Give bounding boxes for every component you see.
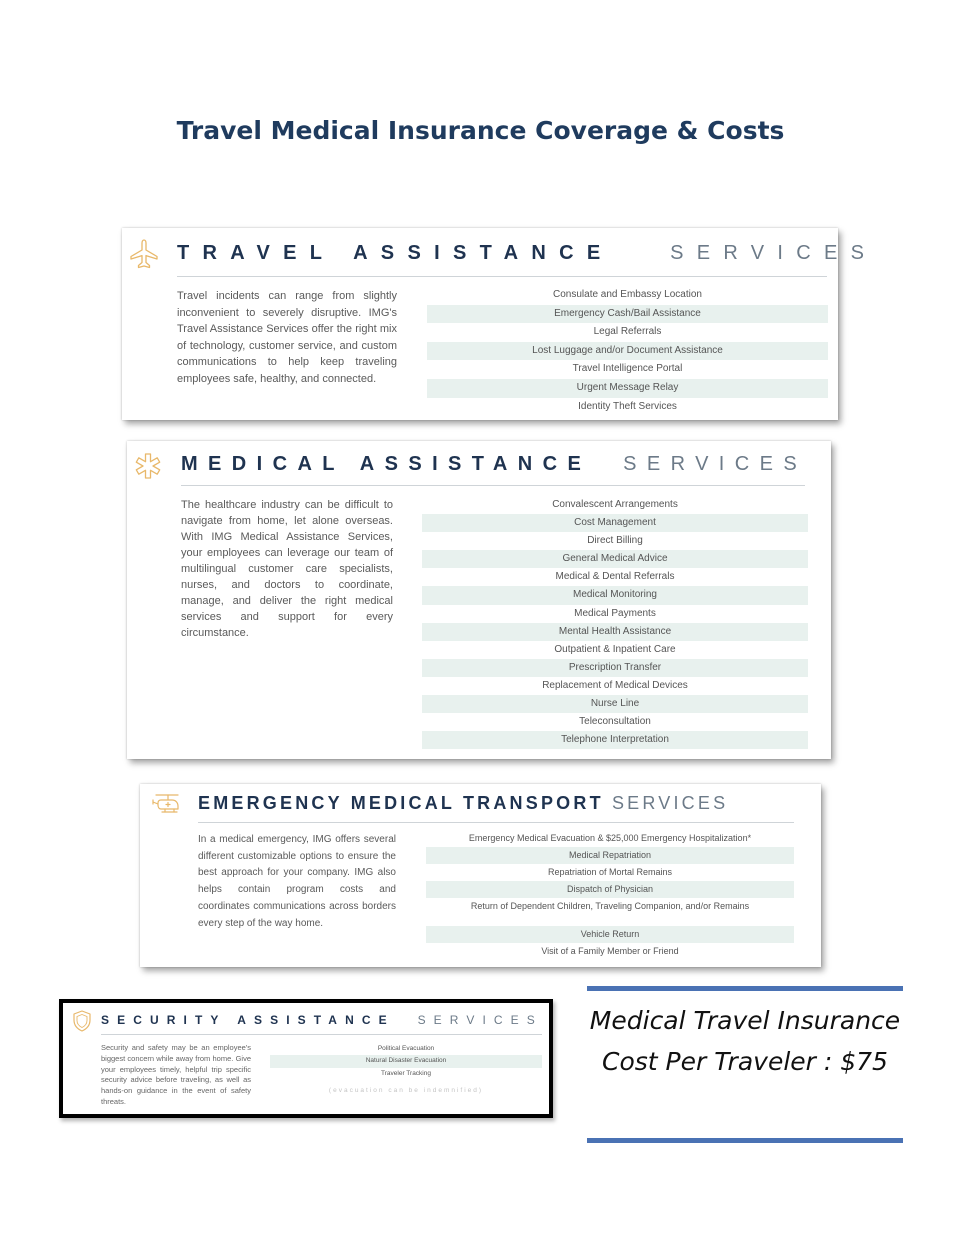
cost-bottom-rule	[587, 1138, 903, 1143]
list-item: Nurse Line	[422, 695, 808, 713]
divider	[181, 485, 805, 486]
list-item: Mental Health Assistance	[422, 623, 808, 641]
heading-bold: MEDICAL ASSISTANCE	[181, 453, 592, 475]
list-item: Vehicle Return	[426, 926, 794, 943]
section-description: Travel incidents can range from slightly inconvenient to severely disruptive. IMG's Travel Assistance Services offer the right mix of technology, customer service, and custom communications to help keep traveling employees safe, healthy, and connected.	[177, 290, 397, 385]
divider	[177, 276, 827, 277]
list-item: Traveler Tracking	[381, 1069, 431, 1077]
emergency-transport-card	[140, 784, 821, 967]
heading-light: SERVICES	[417, 1013, 543, 1027]
list-item: Repatriation of Mortal Remains	[547, 867, 673, 877]
cost-top-rule	[587, 986, 903, 991]
list-item: Visit of a Family Member or Friend	[541, 946, 679, 956]
list-item: Identity Theft Services	[578, 400, 677, 412]
list-item: Political Evacuation	[377, 1045, 435, 1052]
section-heading	[181, 453, 807, 476]
page-title: Travel Medical Insurance Coverage & Costs	[176, 116, 785, 145]
list-item: Prescription Transfer	[422, 659, 808, 677]
section-heading	[177, 242, 877, 265]
list-item: Consulate and Embassy Location	[553, 289, 702, 300]
section-description: Security and safety may be an employee's biggest concern while away from home. Give your employees timely, helpful trip specific security advice before traveling, as well as hands-on guidance in the event of safety threats.	[101, 1043, 251, 1106]
list-item: Emergency Medical Evacuation & $25,000 Emergency Hospitalization*	[468, 833, 752, 843]
list-item: Legal Referrals	[593, 326, 662, 338]
heading-light: SERVICES	[611, 793, 729, 813]
helicopter-icon	[152, 792, 184, 816]
heading-bold: TRAVEL ASSISTANCE	[177, 242, 614, 264]
section-heading	[101, 1013, 543, 1027]
list-item: Natural Disaster Evacuation	[270, 1055, 542, 1067]
cost-callout: Medical Travel Insurance Cost Per Traveler : $75	[589, 1006, 901, 1076]
list-item: Lost Luggage and/or Document Assistance	[427, 342, 828, 361]
list-item: Return of Dependent Children, Traveling Companion, and/or Remains	[470, 901, 750, 911]
footnote: (evacuation can be indemnified)	[328, 1087, 484, 1094]
shield-icon	[71, 1009, 93, 1033]
security-assistance-card	[59, 999, 553, 1118]
list-item: Dispatch of Physician	[426, 881, 794, 898]
heading-bold: EMERGENCY MEDICAL TRANSPORT	[198, 793, 604, 813]
section-description: In a medical emergency, IMG offers several different customizable options to ensure the best approach for your company. IMG also helps contain program costs and coordinates communications across borders every step of the way home.	[198, 834, 396, 929]
list-item: Medical Payments	[574, 607, 656, 619]
list-item: Telephone Interpretation	[422, 731, 808, 749]
list-item: Medical & Dental Referrals	[555, 571, 675, 583]
heading-light: SERVICES	[623, 453, 808, 475]
services-list	[427, 286, 828, 416]
list-item: Medical Repatriation	[426, 847, 794, 864]
services-list	[270, 1043, 542, 1080]
medical-assistance-card	[127, 441, 831, 759]
section-heading	[198, 793, 728, 814]
divider	[198, 822, 794, 823]
heading-light: SERVICES	[670, 242, 878, 264]
services-list	[422, 496, 808, 749]
list-item: Emergency Cash/Bail Assistance	[427, 305, 828, 324]
list-item: Replacement of Medical Devices	[542, 679, 688, 691]
medical-star-icon	[133, 451, 163, 481]
divider	[101, 1034, 542, 1035]
travel-assistance-card	[122, 228, 878, 420]
list-item: Cost Management	[422, 514, 808, 532]
list-item: Teleconsultation	[579, 716, 651, 728]
list-item: Convalescent Arrangements	[552, 499, 678, 510]
heading-bold: SECURITY ASSISTANCE	[101, 1013, 395, 1027]
list-item: General Medical Advice	[422, 550, 808, 568]
list-item: Direct Billing	[587, 535, 643, 547]
section-description: The healthcare industry can be difficult to navigate from home, let alone overseas. With IMG Medical Assistance Services, your employees can leverage our team of multilingual customer care specialists, nurses, and doctors to coordinate, manage, and deliver the right medical services and support for every circumstance.	[181, 499, 393, 639]
list-item: Outpatient & Inpatient Care	[554, 643, 676, 655]
list-item: Urgent Message Relay	[427, 379, 828, 398]
services-list	[426, 830, 794, 960]
list-item: Travel Intelligence Portal	[572, 363, 683, 375]
airplane-icon	[128, 238, 160, 270]
list-item: Medical Monitoring	[422, 586, 808, 604]
